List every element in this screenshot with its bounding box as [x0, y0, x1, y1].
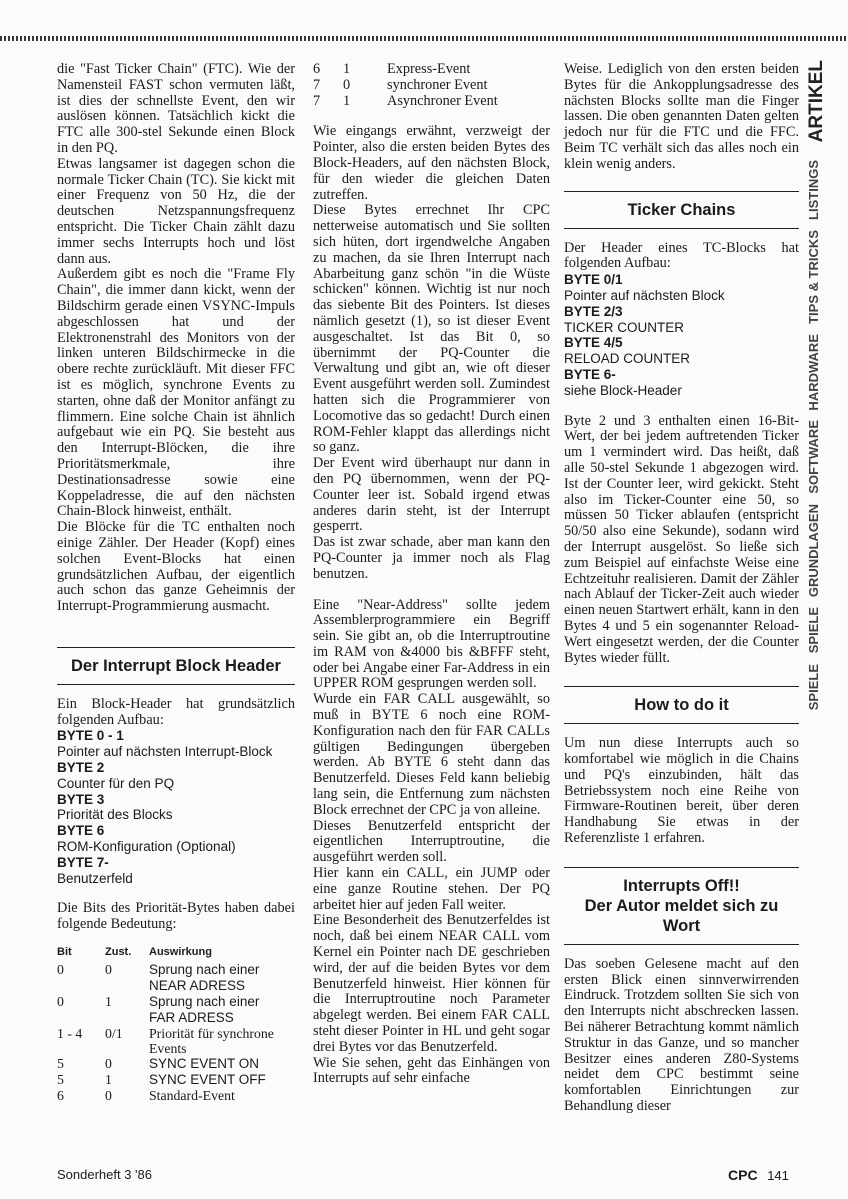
- table-cell-line: FAR ADRESS: [149, 1009, 234, 1025]
- byte-label: BYTE 0 - 1: [57, 728, 124, 744]
- table-cell: SYNC EVENT OFF: [149, 1072, 266, 1088]
- byte-label: BYTE 2/3: [564, 303, 623, 319]
- table-row: [57, 1088, 295, 1103]
- paragraph: Eine "Near-Address" sollte jedem Assemblerprogrammiere ein Begriff sein. Sie gibt an, ob die Interruptroutine im RAM von &4000 bis &BFFF steht, oder bei Angabe einer Far-Address in ein UPPER ROM gesprungen werden soll.: [313, 596, 550, 692]
- table-cell: [149, 962, 295, 994]
- byte-label: BYTE 7-: [57, 854, 109, 870]
- heading-line: Interrupts Off!!: [623, 876, 740, 895]
- byte-desc: ROM-Konfiguration (Optional): [57, 839, 236, 855]
- paragraph: Diese Bytes errechnet Ihr CPC netterweise automatisch und Sie sollten sich hüten, dort irgendwelche Angaben zu machen, da sie Ihren Interrupt nach Abarbeitung ganz schön "in die Wüste schicken" können. Wichtig ist nur noch das siebente Bit des Pointers. Ist dieses nämlich gesetzt (1), so ist dieser Event ausgeschaltet. Ist das Bit 0, so übernimmt der PQ-Counter die Verwaltung und gibt an, wie oft dieser Event ausgeführt werden soll. Zumindest hatten sich die Programmierer von Locomotive das so gedacht! Durch einen ROM-Fehler klappt das allerdings nicht so ganz.: [313, 202, 550, 456]
- table-cell: Standard-Event: [149, 1088, 235, 1104]
- table-cell-line: Priorität für synchrone: [149, 1025, 274, 1041]
- table-cell-line: Sprung nach einer: [149, 994, 260, 1010]
- byte-label: BYTE 3: [57, 791, 105, 807]
- table-cell: [149, 994, 295, 1026]
- table-row: [57, 1072, 295, 1088]
- table-header: Auswirkung: [149, 946, 212, 959]
- category-label: HARDWARE: [806, 333, 821, 411]
- paragraph: Die Blöcke für die TC enthalten noch einige Zähler. Der Header (Kopf) eines solchen Event-Blocks hat einen grundsätzlichen Aufbau, der eigentlich auch schon das ganze Geheimnis der Interrupt-Programmierung ausmacht.: [57, 519, 295, 615]
- table-cell: 1 - 4: [57, 1025, 83, 1041]
- section-heading: Der Interrupt Block Header: [57, 647, 295, 685]
- category-label: SPIELE: [806, 663, 821, 710]
- byte-label: BYTE 0/1: [564, 272, 623, 288]
- table-cell: [149, 1026, 295, 1057]
- table-cell: 0/1: [105, 1025, 123, 1041]
- column-1: [57, 62, 295, 1103]
- section-heading: Ticker Chains: [564, 191, 799, 229]
- category-label: SPIELE: [806, 607, 821, 654]
- paragraph: Wie Sie sehen, geht das Einhängen von Interrupts auf sehr einfache: [313, 1054, 550, 1087]
- top-dotted-rule: [0, 36, 848, 41]
- table-cell: 5: [57, 1072, 64, 1088]
- category-artikel: ARTIKEL: [806, 60, 827, 143]
- category-label: TIPS & TRICKS: [806, 229, 821, 324]
- byte-label: BYTE 2: [57, 760, 105, 776]
- priority-bits-table: [57, 945, 295, 1103]
- paragraph: Dieses Benutzerfeld entspricht der eigentlichen Interruptroutine, die ausgeführt werden soll.: [313, 817, 550, 866]
- table-cell: 7: [313, 76, 321, 93]
- footer-issue: Sonderheft 3 '86: [57, 1167, 152, 1182]
- category-strip: [806, 60, 828, 1145]
- table-row: [57, 1026, 295, 1057]
- paragraph: Um nun diese Interrupts auch so komfortabel wie möglich in die Chains und PQ's einzubinden, hält das Betriebssystem noch eine Reihe von Firmware-Routinen bereit, über deren Handhabung Sie etwas in der Referenzliste 1 erfahren.: [564, 735, 799, 847]
- table-cell: 0: [57, 994, 64, 1010]
- byte-desc: Counter für den PQ: [57, 775, 175, 791]
- column-2: [313, 62, 550, 1087]
- section-heading: [564, 867, 799, 945]
- priority-table-continued: [313, 62, 550, 109]
- table-cell: 1: [105, 1072, 112, 1088]
- category-label: GRUNDLAGEN: [806, 504, 821, 598]
- section-heading: How to do it: [564, 686, 799, 724]
- table-cell: 6: [57, 1088, 64, 1104]
- paragraph: Weise. Lediglich von den ersten beiden Bytes für die Ankopplungsadresse des nächsten Blocks sollte man die Finger lassen. Die oben genannten Daten gelten jedoch nur für die FTC und die FFC. Beim TC verhält sich das alles noch ein klein wenig anders.: [564, 61, 799, 172]
- table-cell: 6: [313, 61, 321, 77]
- byte-desc: Pointer auf nächsten Interrupt-Block: [57, 744, 273, 760]
- table-cell: 0: [57, 962, 64, 978]
- table-cell: Express-Event: [387, 61, 471, 77]
- paragraph: Ein Block-Header hat grundsätzlich folgenden Aufbau:: [57, 695, 295, 728]
- paragraph: Hier kann ein CALL, ein JUMP oder eine ganze Routine stehen. Der PQ arbeitet hier auf jeden Fall weiter.: [313, 865, 550, 913]
- footer-page: [728, 1167, 789, 1183]
- table-cell: 5: [57, 1056, 64, 1072]
- table-row: [57, 962, 295, 994]
- table-row: [57, 994, 295, 1026]
- artikel-label: [806, 60, 828, 150]
- table-cell: 1: [105, 994, 112, 1010]
- table-cell-line: Sprung nach einer: [149, 962, 260, 978]
- table-cell: 0: [343, 76, 351, 93]
- paragraph: Byte 2 und 3 enthalten einen 16-Bit-Wert, der bei jedem auftretenden Ticker um 1 vermindert wird. Das heißt, daß alle 50-stel Sekunde 1 abgezogen wird. Ist der Counter leer, wird gekickt. Steht also im Ticker-Counter eine 50, so müssen 50 Ticker ablaufen (entspricht 50/50 also eine Sekunde), sodann wird der Interrupt ausgelöst. So ließe sich zum Beispiel auf einfachste Weise eine Echtzeituhr realisieren. Damit der Zähler nach Ablauf der Ticker-Zeit auch wieder einen neuen Startwert erhält, kann in den Bytes 4 und 5 ein sogenannter Reload-Wert eingesetzt werden, der die Counter Bytes wieder füllt.: [564, 412, 799, 666]
- paragraph: Wurde ein FAR CALL ausgewählt, so muß in BYTE 6 noch eine ROM-Konfiguration nach den für FAR CALLs gültigen Bedingungen übergeben werden. Ab BYTE 6 steht dann das Benutzerfeld. Dieses Feld kann beliebig lang sein, die Entfernung zum nächsten Block errechnet der CPC ja von alleine.: [313, 691, 550, 818]
- table-cell: 7: [313, 92, 321, 109]
- page-number: 141: [767, 1168, 789, 1183]
- byte-desc: Pointer auf nächsten Block: [564, 287, 725, 303]
- paragraph: Der Header eines TC-Blocks hat folgenden Aufbau:: [564, 239, 799, 272]
- table-cell: 1: [343, 92, 351, 109]
- paragraph: Das ist zwar schade, aber man kann den PQ-Counter ja immer noch als Flag benutzen.: [313, 534, 550, 582]
- table-cell: synchroner Event: [387, 76, 488, 93]
- byte-desc: siehe Block-Header: [564, 382, 682, 398]
- byte-label: BYTE 6: [57, 823, 105, 839]
- table-cell-line: Events: [149, 1041, 187, 1057]
- table-cell: 1: [343, 61, 351, 77]
- byte-desc: Benutzerfeld: [57, 870, 133, 886]
- paragraph: die "Fast Ticker Chain" (FTC). Wie der Namensteil FAST schon vermuten läßt, ist dies der schnellste Event, den wir auslösen können. Tatsächlich kickt die FTC alle 300-stel Sekunde einen Block in den PQ.: [57, 61, 295, 156]
- category-label: SOFTWARE: [806, 420, 821, 495]
- heading-line: Der Autor meldet sich zu Wort: [584, 896, 779, 935]
- category-label: LISTINGS: [806, 160, 821, 220]
- table-header: Zust.: [105, 946, 132, 959]
- table-cell-line: NEAR ADRESS: [149, 978, 246, 994]
- paragraph: Eine Besonderheit des Benutzerfeldes ist noch, daß bei einem NEAR CALL vom Kernel ein Pointer nach DE geschrieben wird, der auf die beiden Bytes vor dem Benutzerfeld hinweist. Hier können für die Interruptroutine noch Parameter abgelegt werden. Bei einem FAR CALL steht dieser Pointer in HL und geht sogar drei Bytes vor das Benutzerfeld.: [313, 912, 550, 1055]
- table-cell: 0: [105, 1056, 112, 1072]
- category-list: [806, 160, 828, 720]
- byte-label: BYTE 4/5: [564, 335, 623, 351]
- table-cell: 0: [105, 962, 112, 978]
- footer-brand: CPC: [728, 1167, 758, 1183]
- byte-desc: Priorität des Blocks: [57, 807, 173, 823]
- column-3: [564, 62, 799, 1115]
- byte-desc: RELOAD COUNTER: [564, 351, 691, 367]
- byte-label: BYTE 6-: [564, 366, 616, 382]
- paragraph: Etwas langsamer ist dagegen schon die normale Ticker Chain (TC). Sie kickt mit einer Frequenz von 50 Hz, die der deutschen Netzspannungsfrequenz entspricht. Die Ticker Chain zählt dazu immer sechs Interrupts hoch und löst dann aus.: [57, 155, 295, 267]
- paragraph: Wie eingangs erwähnt, verzweigt der Pointer, also die ersten beiden Bytes des Block-Headers, auf den nächsten Block, für den wieder die gleichen Daten zutreffen.: [313, 123, 550, 203]
- paragraph: Die Bits des Priorität-Bytes haben dabei folgende Bedeutung:: [57, 900, 295, 933]
- paragraph: Das soeben Gelesene macht auf den ersten Blick einen sinnverwirrenden Eindruck. Trotzdem sollten Sie sich von den Interrupts nicht abschrecken lassen. Bei näherer Betrachtung kommt nämlich Struktur in das Ganze, und so mancher Besitzer eines anderen Z80-Systems neidet dem CPC bestimmt seine komfortablen Einrichtungen zur Behandlung dieser: [564, 955, 799, 1115]
- byte-desc: TICKER COUNTER: [564, 319, 685, 335]
- table-cell: 0: [105, 1088, 112, 1104]
- paragraph: Der Event wird überhaupt nur dann in den PQ übernommen, wenn der PQ-Counter leer ist. Sobald irgend etwas anderes darin steht, ist der Interrupt gesperrt.: [313, 455, 550, 535]
- table-cell: SYNC EVENT ON: [149, 1056, 260, 1072]
- table-cell: Asynchroner Event: [387, 92, 498, 109]
- paragraph: Außerdem gibt es noch die "Frame Fly Chain", die immer dann kickt, wenn der Bildschirm gerade einen VSYNC-Impuls abgeschlossen hat und der Elektronenstrahl des Monitors von der linken unteren Bildschirmecke in die obere rechte zurückläuft. Mit dieser FFC ist es möglich, synchrone Events zu starten, ohne daß der Monitor anfängt zu flimmern. Eine solche Chain ist ähnlich aufgebaut wie ein PQ. Sie besteht aus den Interrupt-Blöcken, die ihre Prioritätsmerkmale, ihre Destinationsadresse sowie eine Koppeladresse, die auf den nächsten Chain-Block hinweist, enthält.: [57, 266, 295, 520]
- table-header: Bit: [57, 946, 72, 959]
- table-row: [57, 1056, 295, 1072]
